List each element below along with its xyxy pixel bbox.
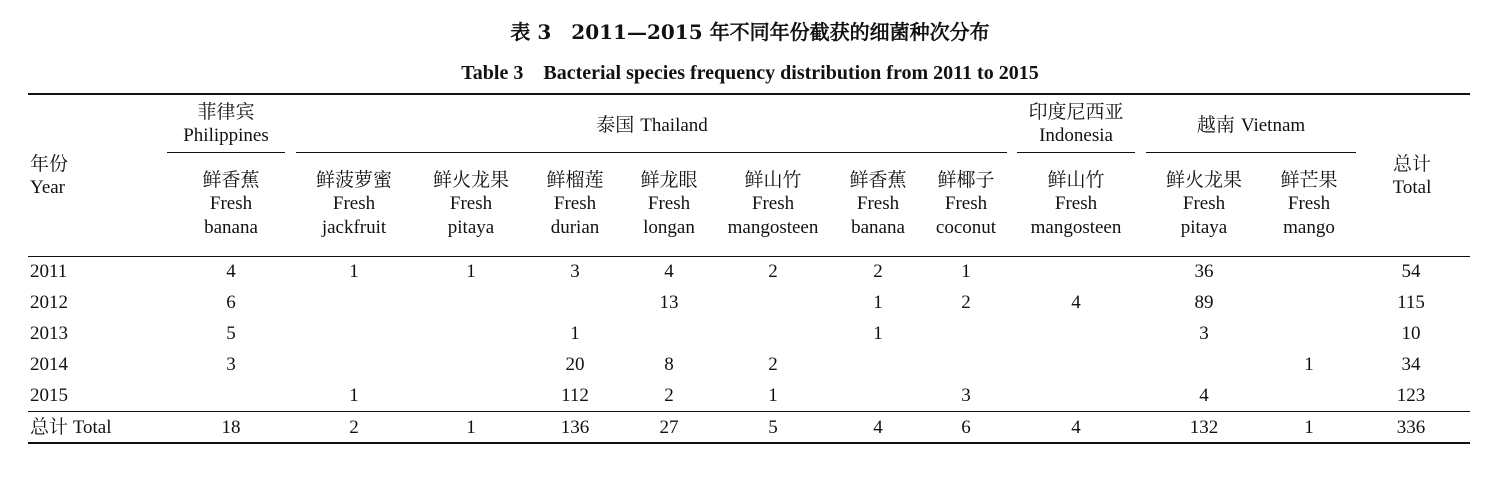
table-cell: 20	[565, 354, 585, 375]
table-cell: 112	[561, 385, 589, 406]
table-cell: 6	[226, 292, 236, 313]
fruit-label-en: coconut	[935, 217, 997, 238]
table-cell: 1	[873, 292, 883, 313]
country-rule-vietnam	[1146, 152, 1356, 153]
fruit-header	[908, 168, 1024, 240]
fruit-label-zh: 鲜香蕉	[202, 169, 260, 191]
fruit-label-en: longan	[643, 217, 695, 238]
fruit-label-zh: 鲜榴莲	[546, 169, 604, 191]
country-label-en: Vietnam	[1240, 115, 1306, 136]
table-cell: 2	[768, 261, 778, 282]
fruit-label-zh: 鲜香蕉	[849, 169, 907, 191]
country-philippines	[166, 100, 286, 148]
table-cell: 13	[659, 292, 679, 313]
table-cell: 3	[226, 354, 236, 375]
row-year: 2012	[30, 292, 68, 313]
table-cell: 1	[466, 261, 476, 282]
table-cell: 2	[961, 292, 971, 313]
country-label-en: Indonesia	[1039, 125, 1113, 146]
year-header	[30, 152, 68, 200]
fruit-label-en: Fresh	[1287, 193, 1331, 214]
year-header-en: Year	[30, 177, 66, 198]
table-cell: 4	[226, 261, 236, 282]
table-cell: 36	[1194, 261, 1214, 282]
fruit-label-en: Fresh	[209, 193, 253, 214]
table-cell: 2	[664, 385, 674, 406]
fruit-label-en: Fresh	[647, 193, 691, 214]
fruit-label-en: mango	[1283, 217, 1335, 238]
fruit-label-en: Fresh	[944, 193, 988, 214]
table-cell: 1	[570, 323, 580, 344]
total-row-cell: 1	[466, 417, 476, 438]
table-cell: 4	[1199, 385, 1209, 406]
table-cell: 1	[1304, 354, 1314, 375]
fruit-header	[611, 168, 727, 240]
row-total-cell: 123	[1396, 385, 1426, 406]
fruit-label-en: Fresh	[332, 193, 376, 214]
country-vietnam	[1146, 113, 1356, 138]
total-row-cell: 2	[349, 417, 359, 438]
row-total-cell: 54	[1401, 261, 1421, 282]
country-rule-philippines	[167, 152, 285, 153]
country-label-zh: 泰国	[596, 114, 635, 136]
table-cell: 4	[1071, 292, 1081, 313]
fruit-label-zh: 鲜芒果	[1280, 169, 1338, 191]
total-row-cell: 5	[768, 417, 778, 438]
total-header	[1382, 152, 1442, 200]
table-caption-en: Table 3 Bacterial species frequency distribution from 2011 to 2015	[461, 62, 1039, 84]
table-cell: 1	[349, 385, 359, 406]
fruit-label-zh: 鲜火龙果	[432, 169, 509, 191]
table-cell: 1	[873, 323, 883, 344]
row-total-cell: 34	[1401, 354, 1421, 375]
table-cell: 3	[961, 385, 971, 406]
table-cell: 5	[226, 323, 236, 344]
total-row-cell: 132	[1189, 417, 1219, 438]
country-thailand	[452, 113, 852, 138]
fruit-header	[296, 168, 412, 240]
fruit-header	[1018, 168, 1134, 240]
fruit-label-en: Fresh	[1054, 193, 1098, 214]
fruit-header	[1146, 168, 1262, 240]
fruit-label-en: mangosteen	[727, 217, 819, 238]
total-rule	[28, 411, 1470, 412]
fruit-label-en: banana	[851, 217, 905, 238]
table-cell: 2	[768, 354, 778, 375]
fruit-label-en: Fresh	[856, 193, 900, 214]
total-row-cell: 136	[560, 417, 590, 438]
fruit-header	[1251, 168, 1367, 240]
fruit-label-en: mangosteen	[1030, 217, 1122, 238]
table-cell: 4	[664, 261, 674, 282]
fruit-label-en: jackfruit	[321, 217, 387, 238]
total-header-zh: 总计	[1392, 153, 1431, 175]
fruit-label-zh: 鲜山竹	[1047, 169, 1105, 191]
fruit-header	[173, 168, 289, 240]
country-indonesia	[1016, 100, 1136, 148]
total-header-en: Total	[1392, 177, 1432, 198]
bottom-rule	[28, 442, 1470, 444]
top-rule	[28, 93, 1470, 95]
fruit-header	[413, 168, 529, 240]
country-label-zh: 越南	[1196, 114, 1235, 136]
year-header-zh: 年份	[30, 153, 69, 175]
table-cell: 1	[768, 385, 778, 406]
row-total-cell: 10	[1401, 323, 1421, 344]
row-year: 2015	[30, 385, 68, 406]
table-cell: 1	[961, 261, 971, 282]
table-cell: 3	[1199, 323, 1209, 344]
row-year: 2014	[30, 354, 68, 375]
fruit-label-en: banana	[204, 217, 258, 238]
total-row-cell: 18	[221, 417, 241, 438]
total-row-cell: 4	[1071, 417, 1081, 438]
total-row-cell: 4	[873, 417, 883, 438]
fruit-label-zh: 鲜菠萝蜜	[315, 169, 392, 191]
fruit-label-en: pitaya	[447, 217, 495, 238]
country-label-zh: 菲律宾	[197, 101, 255, 123]
total-row-label: 总计 Total	[30, 417, 112, 438]
fruit-label-zh: 鲜山竹	[744, 169, 802, 191]
row-total-cell: 115	[1397, 292, 1425, 313]
fruit-header	[715, 168, 831, 240]
row-year: 2011	[30, 261, 68, 282]
country-label-en: Philippines	[183, 125, 269, 146]
country-rule-indonesia	[1017, 152, 1135, 153]
table-cell: 89	[1194, 292, 1214, 313]
table-cell: 8	[664, 354, 674, 375]
fruit-label-zh: 鲜龙眼	[640, 169, 698, 191]
fruit-label-en: Fresh	[553, 193, 597, 214]
country-label-zh: 印度尼西亚	[1028, 101, 1124, 123]
fruit-label-en: Fresh	[1182, 193, 1226, 214]
row-year: 2013	[30, 323, 68, 344]
fruit-label-zh: 鲜火龙果	[1165, 169, 1242, 191]
fruit-label-en: durian	[550, 217, 600, 238]
country-label-en: Thailand	[640, 115, 708, 136]
table-cell: 1	[349, 261, 359, 282]
total-row-cell: 1	[1304, 417, 1314, 438]
fruit-label-en: pitaya	[1180, 217, 1228, 238]
total-row-cell: 27	[659, 417, 679, 438]
table-cell: 3	[570, 261, 580, 282]
fruit-label-en: Fresh	[751, 193, 795, 214]
grand-total-cell: 336	[1396, 417, 1426, 438]
table-caption-zh: 表 3 2011—2015 年不同年份截获的细菌种次分布	[510, 20, 990, 44]
table-cell: 2	[873, 261, 883, 282]
fruit-label-en: Fresh	[449, 193, 493, 214]
header-rule	[28, 256, 1470, 257]
country-rule-thailand	[296, 152, 1007, 153]
total-row-cell: 6	[961, 417, 971, 438]
fruit-label-zh: 鲜椰子	[937, 169, 995, 191]
